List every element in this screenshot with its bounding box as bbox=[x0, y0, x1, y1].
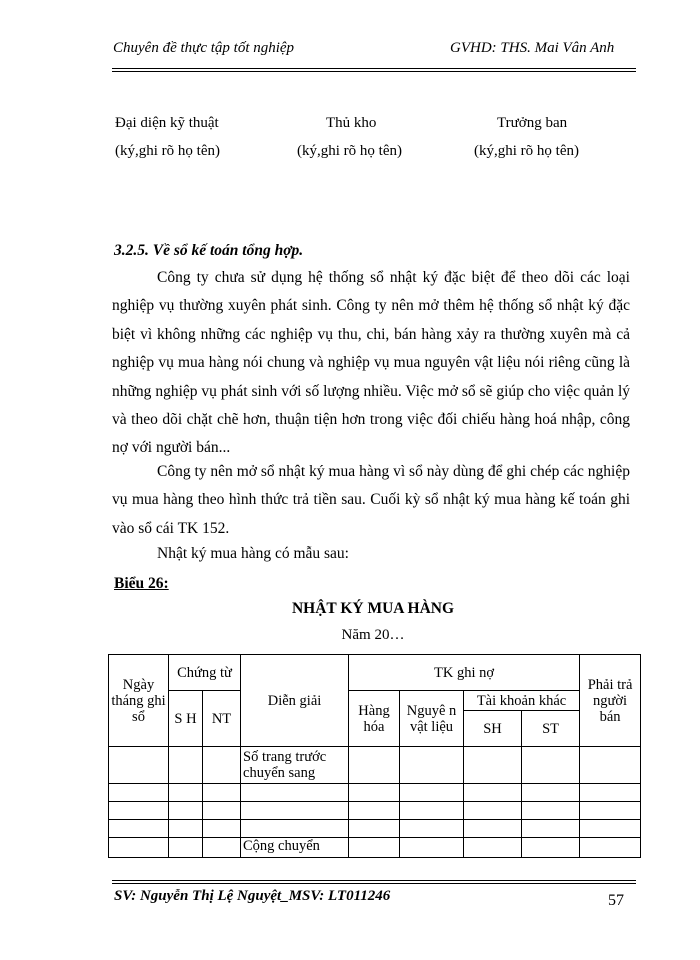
footer-student: SV: Nguyễn Thị Lệ Nguyệt_MSV: LT011246 bbox=[114, 888, 391, 904]
col-materials-header: Nguyê n vật liệu bbox=[400, 691, 464, 747]
col-goods-header: Hàng hóa bbox=[349, 691, 400, 747]
col-other-sh: SH bbox=[464, 711, 522, 747]
purchase-journal-table bbox=[108, 654, 641, 858]
page-number: 57 bbox=[608, 892, 624, 909]
row-description: Số trang trước chuyển sang bbox=[241, 747, 349, 784]
form-label: Biểu 26: bbox=[114, 575, 169, 592]
header-rule bbox=[112, 68, 636, 69]
paragraph: Công ty nên mở sổ nhật ký mua hàng vì sổ này dùng để ghi chép các nghiệp vụ mua hàng theo hình thức trả tiền sau. Cuối kỳ sổ nhật ký mua hàng kế toán ghi vào sổ cái TK 152. bbox=[112, 463, 630, 537]
signature-title: Đại diện kỹ thuật bbox=[115, 115, 219, 131]
col-description-header: Diễn giải bbox=[241, 655, 349, 747]
signature-title: Trưởng ban bbox=[497, 115, 568, 131]
col-voucher-nt: NT bbox=[203, 691, 241, 747]
paragraph: Công ty chưa sử dụng hệ thống sổ nhật ký đặc biệt để theo dõi các loại nghiệp vụ thường xuyên phát sinh. Công ty nên mở thêm hệ thống sổ nhật ký đặc biệt vì không những các nghiệp vụ thu, chi, bán hàng xảy ra thường xuyên mà cả nghiệp vụ mua hàng nói chung và nghiệp vụ mua nguyên vật liệu nói riêng cũng là những nghiệp vụ phát sinh với số lượng nhiều. Việc mở sổ sẽ giúp cho việc quản lý và theo dõi chặt chẽ hơn, thuận tiện hơn trong việc đối chiếu hàng hoá nhập, công nợ với người bán... bbox=[112, 269, 630, 457]
col-debit-account-header: TK ghi nợ bbox=[349, 655, 580, 691]
table-row bbox=[109, 838, 641, 858]
col-other-st: ST bbox=[522, 711, 580, 747]
col-voucher-header: Chứng từ bbox=[169, 655, 241, 691]
signature-note: (ký,ghi rõ họ tên) bbox=[297, 143, 402, 159]
signature-note: (ký,ghi rõ họ tên) bbox=[474, 143, 579, 159]
table-row bbox=[109, 747, 641, 784]
table-row bbox=[109, 784, 641, 802]
col-payable-header: Phải trả người bán bbox=[580, 655, 641, 747]
signature-title: Thủ kho bbox=[326, 115, 377, 131]
col-voucher-sh: S H bbox=[169, 691, 203, 747]
footer-rule bbox=[112, 883, 636, 884]
footer-rule-thin bbox=[112, 880, 636, 881]
section-heading: 3.2.5. Về sổ kế toán tổng hợp. bbox=[114, 242, 304, 259]
header-left: Chuyên đề thực tập tốt nghiệp bbox=[113, 40, 295, 56]
header-right: GVHD: THS. Mai Vân Anh bbox=[450, 40, 615, 56]
paragraph: Nhật ký mua hàng có mẫu sau: bbox=[157, 545, 349, 562]
form-year: Năm 20… bbox=[341, 627, 405, 643]
form-title: NHẬT KÝ MUA HÀNG bbox=[291, 600, 455, 617]
header-rule-thin bbox=[112, 71, 636, 72]
table-row bbox=[109, 820, 641, 838]
col-other-accounts-header: Tài khoản khác bbox=[464, 691, 580, 711]
row-description: Cộng chuyển bbox=[241, 838, 349, 858]
table-row bbox=[109, 802, 641, 820]
col-date-header: Ngày tháng ghi sổ bbox=[109, 655, 169, 747]
signature-note: (ký,ghi rõ họ tên) bbox=[115, 143, 220, 159]
